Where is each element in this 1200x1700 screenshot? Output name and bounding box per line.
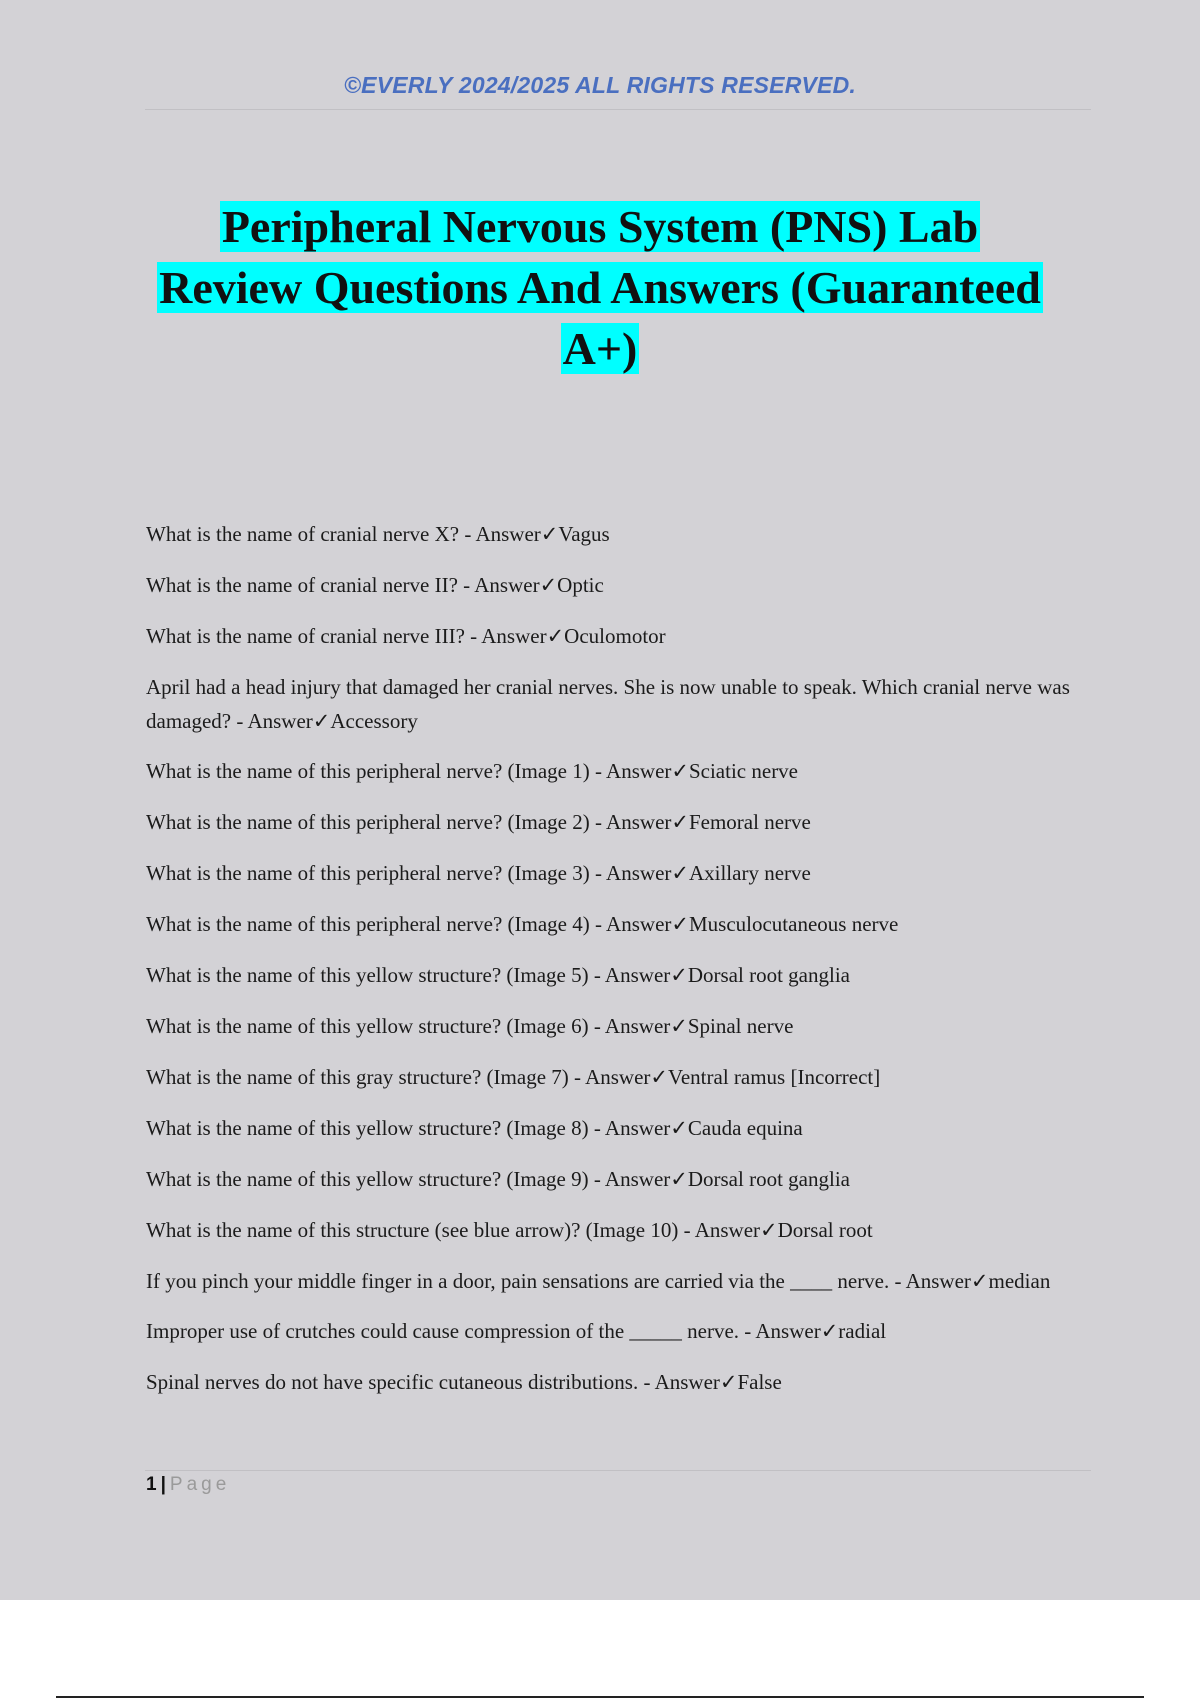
qa-item: What is the name of this yellow structure? (Image 6) - Answer✓Spinal nerve xyxy=(146,1014,794,1038)
title-line: A+) xyxy=(562,323,638,374)
qa-item: If you pinch your middle finger in a door, pain sensations are carried via the ____ nerve. - Answer✓median xyxy=(146,1269,1051,1293)
next-page-top-rule xyxy=(56,1696,1144,1698)
qa-item: What is the name of this peripheral nerve? (Image 2) - Answer✓Femoral nerve xyxy=(146,810,811,834)
qa-item: What is the name of cranial nerve X? - Answer✓Vagus xyxy=(146,522,610,546)
title-line: Review Questions And Answers (Guaranteed xyxy=(159,262,1041,313)
qa-item: What is the name of this gray structure? (Image 7) - Answer✓Ventral ramus [Incorrect] xyxy=(146,1065,881,1089)
page-label: Page xyxy=(169,1474,231,1495)
qa-item: What is the name of this peripheral nerve? (Image 1) - Answer✓Sciatic nerve xyxy=(146,759,799,783)
page-footer xyxy=(146,1474,230,1496)
copyright-header: ©EVERLY 2024/2025 ALL RIGHTS RESERVED. xyxy=(344,72,856,98)
qa-item: What is the name of this peripheral nerve? (Image 4) - Answer✓Musculocutaneous nerve xyxy=(146,912,899,936)
qa-item: What is the name of this yellow structure? (Image 5) - Answer✓Dorsal root ganglia xyxy=(146,963,850,987)
qa-item: What is the name of cranial nerve III? - Answer✓Oculomotor xyxy=(146,624,666,648)
header-rule xyxy=(145,109,1091,110)
qa-item: What is the name of cranial nerve II? - Answer✓Optic xyxy=(146,573,604,597)
footer-separator: | xyxy=(160,1474,166,1495)
qa-item: Spinal nerves do not have specific cutaneous distributions. - Answer✓False xyxy=(146,1370,782,1394)
qa-item: What is the name of this yellow structure? (Image 8) - Answer✓Cauda equina xyxy=(146,1116,803,1140)
page-number: 1 xyxy=(146,1474,157,1495)
qa-item: What is the name of this yellow structure? (Image 9) - Answer✓Dorsal root ganglia xyxy=(146,1167,850,1191)
qa-list xyxy=(146,517,1076,1416)
qa-item: What is the name of this structure (see blue arrow)? (Image 10) - Answer✓Dorsal root xyxy=(146,1218,873,1242)
qa-item: April had a head injury that damaged her cranial nerves. She is now unable to speak. Which cranial nerve was damaged? - Answer✓Accessory xyxy=(146,675,1070,733)
qa-item: Improper use of crutches could cause compression of the _____ nerve. - Answer✓radial xyxy=(146,1319,887,1343)
qa-item: What is the name of this peripheral nerve? (Image 3) - Answer✓Axillary nerve xyxy=(146,861,811,885)
footer-rule xyxy=(145,1470,1091,1471)
title-line: Peripheral Nervous System (PNS) Lab xyxy=(221,201,979,252)
document-title xyxy=(120,196,1080,379)
